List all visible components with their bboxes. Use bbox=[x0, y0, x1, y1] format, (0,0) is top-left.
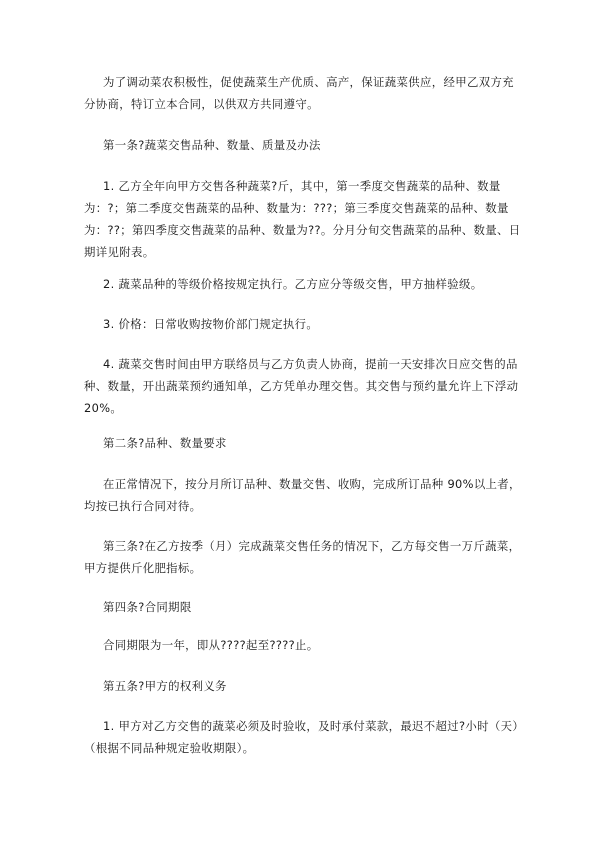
article-1-item-3: 3. 价格：日常收购按物价部门规定执行。 bbox=[103, 317, 319, 331]
article-5-heading: 第五条?甲方的权利义务 bbox=[103, 679, 227, 693]
article-3-body: 第三条?在乙方按季（月）完成蔬菜交售任务的情况下，乙方每交售一万斤蔬菜，甲方提供斤化肥指标。 bbox=[84, 539, 521, 575]
article-2-body: 在正常情况下，按分月所订品种、数量交售、收购，完成所订品种 90%以上者，均按已执行合同对待。 bbox=[84, 477, 521, 513]
intro-paragraph: 为了调动菜农积极性，促使蔬菜生产优质、高产，保证蔬菜供应，经甲乙双方充分协商，特订立本合同，以供双方共同遵守。 bbox=[84, 75, 514, 111]
article-4-heading: 第四条?合同期限 bbox=[103, 600, 192, 614]
article-5-item-1: 1. 甲方对乙方交售的蔬菜必须及时验收，及时承付菜款，最迟不超过?小时（天）（根据不同品种规定验收期限）。 bbox=[84, 719, 519, 755]
article-2-heading: 第二条?品种、数量要求 bbox=[103, 436, 227, 450]
article-1-item-2: 2. 蔬菜品种的等级价格按规定执行。乙方应分等级交售，甲方抽样验级。 bbox=[103, 277, 483, 291]
article-4-body: 合同期限为一年，即从????起至????止。 bbox=[103, 638, 319, 652]
article-1-heading: 第一条?蔬菜交售品种、数量、质量及办法 bbox=[103, 138, 321, 152]
article-1-item-4: 4. 蔬菜交售时间由甲方联络员与乙方负责人协商，提前一天安排次日应交售的品种、数量，开出蔬菜预约通知单，乙方凭单办理交售。其交售与预约量允许上下浮动20%。 bbox=[84, 357, 519, 415]
article-1-item-1: 1. 乙方全年向甲方交售各种蔬菜?斤，其中，第一季度交售蔬菜的品种、数量为：?；第二季度交售蔬菜的品种、数量为：???；第三季度交售蔬菜的品种、数量为：??；第四季度交售蔬菜的品种、数量为??。分月分旬交售蔬菜的品种、数量、日期详见附表。 bbox=[84, 179, 521, 259]
